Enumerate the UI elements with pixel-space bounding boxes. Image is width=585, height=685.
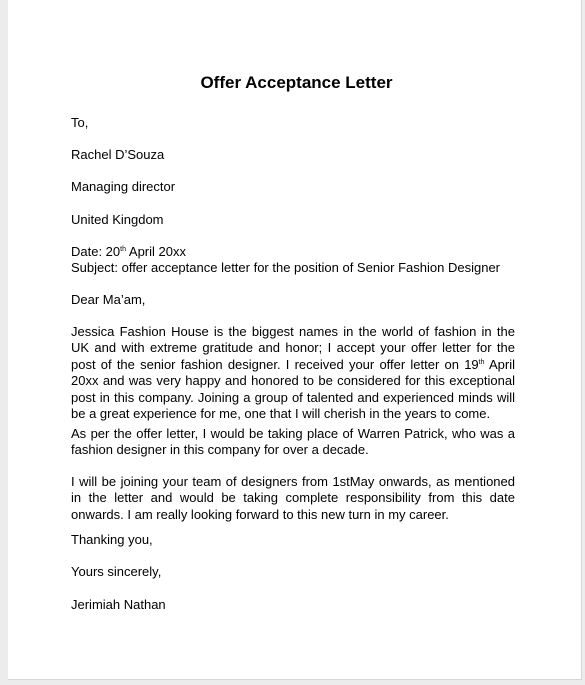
document-page — [8, 0, 582, 680]
paragraph-2: As per the offer letter, I would be taking place of Warren Patrick, who was a fashion designer in this company for over a decade. — [71, 426, 515, 458]
to-line: To, — [71, 115, 89, 130]
closing-line: Yours sincerely, — [71, 564, 162, 579]
paragraph-1-part-b: April 20xx and was very happy and honored to be considered for this exceptional post in this company. Joining a group of talented and experienced minds will be a great experience for me, one that I will cherish in the years to come. — [71, 356, 515, 422]
recipient-title: Managing director — [71, 179, 176, 194]
date-ordinal: th — [120, 246, 126, 253]
subject-line: Subject: offer acceptance letter for the position of Senior Fashion Designer — [71, 260, 501, 275]
date-prefix: Date: 20 — [71, 244, 121, 259]
salutation: Dear Ma’am, — [71, 292, 146, 307]
signature-name: Jerimiah Nathan — [71, 597, 166, 612]
thanks-line: Thanking you, — [71, 532, 153, 547]
paragraph-1-ordinal: th — [478, 358, 485, 366]
recipient-name: Rachel D’Souza — [71, 147, 165, 162]
paragraph-1-part-a: Jessica Fashion House is the biggest names in the world of fashion in the UK and with extreme gratitude and honor; I accept your offer letter for the post of the senior fashion designer. I received your offer letter on 19 — [71, 324, 515, 372]
date-line — [71, 244, 515, 260]
paragraph-3: I will be joining your team of designers from 1stMay onwards, as mentioned in the letter and would be taking complete responsibility from this date onwards. I am really looking forward to this new turn in my career. — [71, 474, 515, 522]
letter-title: Offer Acceptance Letter — [200, 73, 393, 92]
date-suffix: April 20xx — [126, 244, 186, 259]
paragraph-1 — [71, 324, 515, 422]
recipient-location: United Kingdom — [71, 212, 164, 227]
